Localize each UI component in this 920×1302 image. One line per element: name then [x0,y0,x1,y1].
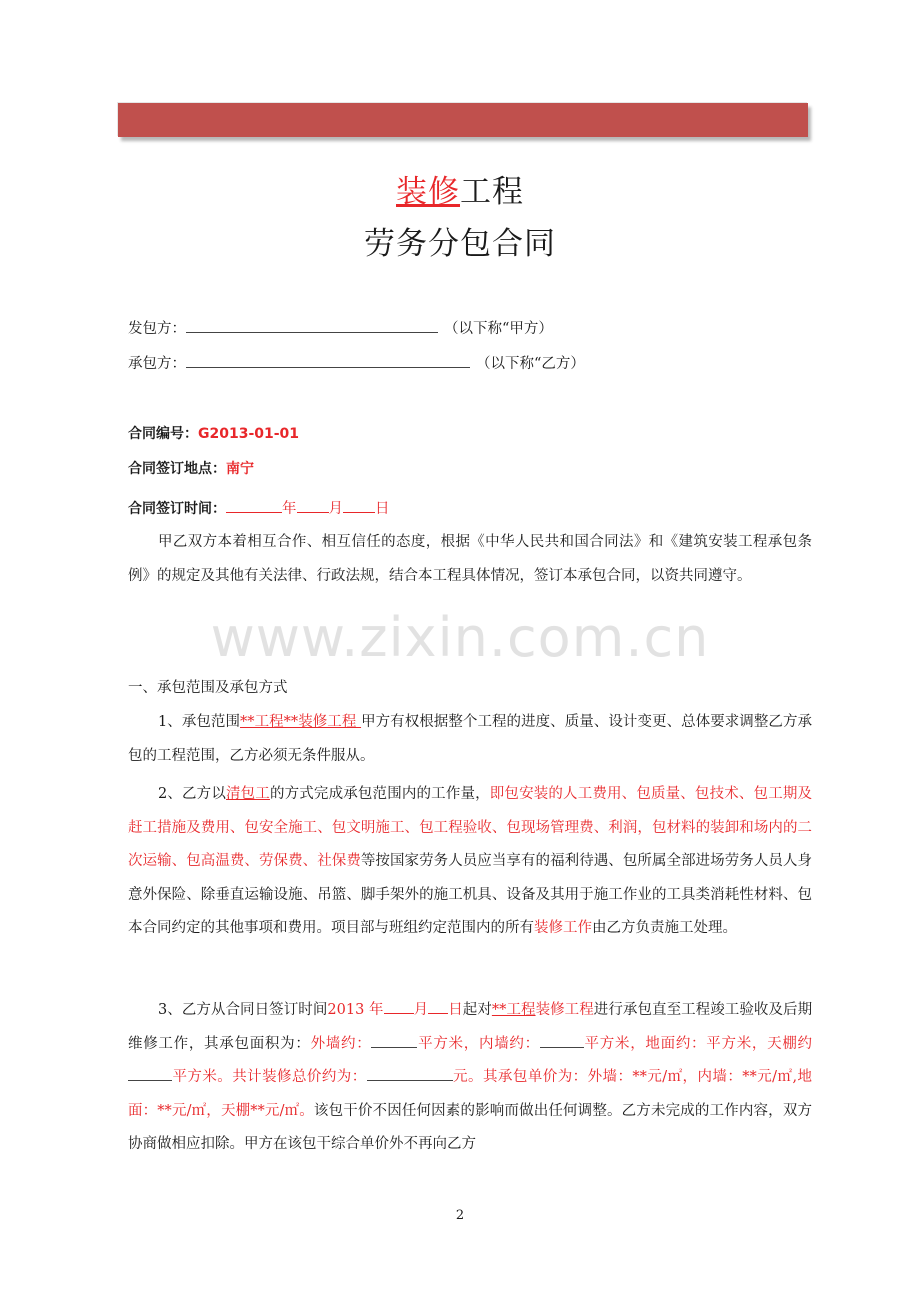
p2-body-3: 由乙方负责施工处理。 [592,920,737,936]
p3-project-1: **工程 [491,1002,536,1018]
title-line-2: 劳务分包合同 [364,226,556,262]
issuer-line [128,315,553,339]
p3-area-floor: 平方米，地面约： [583,1035,707,1052]
p3-project-2: 装修工程 [535,1002,594,1018]
issuer-suffix: （以下称“甲方） [444,321,553,337]
p1-body: 甲方有权根据整个工程的进度、质量、设计变更、总体要求调整乙方承包的工程范围，乙方必须无条件服从。 [128,714,812,764]
p3-body-1: 进行承包直至工程竣工验收及后期维修工作，其承包面积为： [128,1002,813,1052]
p2-body-2: 等按国家劳务人员应当享有的福利待遇、包所属全部进场劳务人员人身意外保险、除垂直运输设施、吊篮、脚手架外的施工机具、设备及其用于施工作业的工具类消耗性材料、包本合同约定的其他事项和费用。项目部与班组约定范围内的所有 [128,853,813,936]
contract-number-line [128,424,299,444]
title-line-1 [0,166,920,211]
contract-time-label: 合同签订时间： [128,501,226,517]
contract-time-line [128,495,390,519]
p3-blank-5 [367,1063,453,1081]
p2-method: 清包工 [226,786,270,802]
p3-body-2: 该包干价不因任何因素的影响而做出任何调整。乙方未完成的工作内容，双方协商做相应扣除。甲方在该包干综合单价外不再向乙方 [128,1102,812,1152]
p2-body-1: 的方式完成承包范围内的工作量， [269,786,490,802]
p3-month-blank [384,996,414,1014]
p1-lead: 1、承包范围 [158,714,241,730]
section1-paragraph-2 [128,778,812,946]
p1-project-name: **工程**装修工程 [240,714,362,730]
month-label: 月 [328,501,343,517]
p3-year: 2013 年 [327,1002,384,1018]
contractor-line [128,350,585,374]
p3-blank-2 [540,1030,584,1048]
header-banner [118,103,808,137]
p3-area-ceiling: 平方米，天棚约 [706,1035,813,1052]
p3-lead: 3、乙方从合同日签订时间 [158,1002,328,1018]
issuer-blank [186,315,438,333]
title-black-part: 工程 [460,174,524,210]
p3-day: 日 [448,1002,463,1018]
contractor-suffix: （以下称“乙方） [476,356,585,372]
month-blank [297,495,329,513]
section1-paragraph-1 [128,706,812,773]
p3-unit-price: 元。其承包单价为：外墙：**元/㎡，内墙：**元/㎡,地面：**元/㎡，天棚**元/㎡。 [128,1069,812,1119]
p2-work-type: 装修工作 [534,920,592,936]
p3-total: 平方米。共计装修总价约为： [172,1069,367,1085]
p2-scope: 即包安装的人工费用、包质量、包技术、包工期及赶工措施及费用、包安全施工、包文明施工、包工程验收、包现场管理费、利润，包材料的装卸和场内的二次运输、包高温费、劳保费、社保费 [128,786,813,869]
day-blank [343,495,375,513]
intro-paragraph: 甲乙双方本着相互合作、相互信任的态度，根据《中华人民共和国合同法》和《建筑安装工程承包条例》的规定及其他有关法律、行政法规，结合本工程具体情况，签订本承包合同，以资共同遵守。 [128,534,812,584]
p3-blank-4 [128,1063,172,1081]
contract-place-label: 合同签订地点： [128,461,226,477]
p3-area-interior: 平方米，内墙约： [417,1035,540,1052]
title-red-part: 装修 [396,174,460,210]
contract-number-label: 合同编号： [128,426,198,442]
page-number: 2 [455,1208,465,1223]
p3-blank-1 [371,1030,417,1048]
contract-place-value: 南宁 [226,461,254,477]
year-blank [226,495,282,513]
contractor-blank [186,350,470,368]
section1-heading: 一、承包范围及承包方式 [128,680,288,696]
contractor-label: 承包方： [128,356,186,372]
year-label: 年 [282,501,297,517]
contract-place-line [128,459,254,479]
p3-day-blank [428,996,448,1014]
p3-start: 起对 [462,1002,492,1018]
p2-lead: 2、乙方以 [158,786,226,802]
day-label: 日 [375,501,390,517]
issuer-label: 发包方： [128,321,186,337]
p3-area-exterior: 外墙约： [310,1035,372,1052]
section1-paragraph-3 [128,994,812,1162]
contract-number-value: G2013-01-01 [198,426,300,442]
watermark: www.zixin.com.cn [210,606,710,669]
p3-month: 月 [413,1002,429,1018]
